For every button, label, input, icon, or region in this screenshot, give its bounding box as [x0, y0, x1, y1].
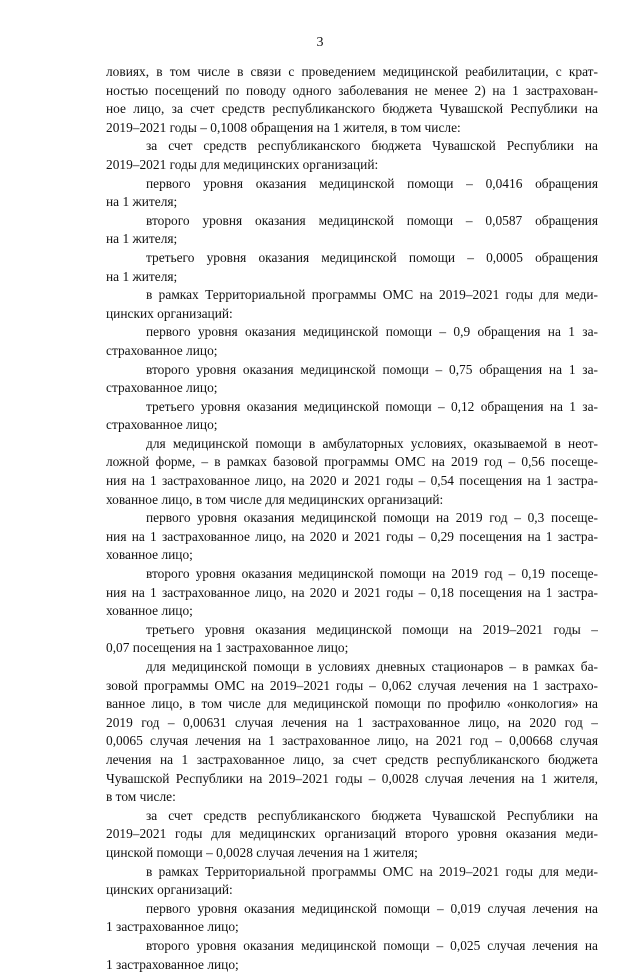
- text-line: ния на 1 застрахованное лицо, на 2020 и 2021 годы – 0,54 посещения на 1 застра-: [106, 472, 598, 491]
- text-line: на 1 жителя;: [106, 268, 598, 287]
- text-line: первого уровня оказания медицинской помощи – 0,0416 обращения: [106, 175, 598, 194]
- text-line: третьего уровня оказания медицинской помощи – 0,0005 обращения: [106, 249, 598, 268]
- text-line: 1 застрахованное лицо;: [106, 918, 598, 937]
- text-line: ложной форме, – в рамках базовой программы ОМС на 2019 год – 0,56 посеще-: [106, 453, 598, 472]
- text-line: второго уровня оказания медицинской помощи – 0,025 случая лечения на: [106, 937, 598, 956]
- text-line: для медицинской помощи в амбулаторных условиях, оказываемой в неот-: [106, 435, 598, 454]
- text-line: за счет средств республиканского бюджета Чувашской Республики на: [106, 807, 598, 826]
- text-line: страхованное лицо;: [106, 379, 598, 398]
- text-line: цинской помощи – 0,0028 случая лечения на 1 жителя;: [106, 844, 598, 863]
- text-line: третьего уровня оказания медицинской помощи – 0,12 обращения на 1 за-: [106, 398, 598, 417]
- document-body: [106, 63, 598, 974]
- text-line: ния на 1 застрахованное лицо, на 2020 и 2021 годы – 0,29 посещения на 1 застра-: [106, 528, 598, 547]
- text-line: 2019–2021 годы – 0,1008 обращения на 1 жителя, в том числе:: [106, 119, 598, 138]
- text-line: лечения на 1 застрахованное лицо, за счет средств республиканского бюджета: [106, 751, 598, 770]
- text-line: для медицинской помощи в условиях дневных стационаров – в рамках ба-: [106, 658, 598, 677]
- text-line: зовой программы ОМС на 2019–2021 годы – 0,062 случая лечения на 1 застрахо-: [106, 677, 598, 696]
- text-line: 1 застрахованное лицо;: [106, 956, 598, 974]
- text-line: ванное лицо, в том числе для медицинской помощи по профилю «онкология» на: [106, 695, 598, 714]
- text-line: Чувашской Республики на 2019–2021 годы – 0,0028 случая лечения на 1 жителя,: [106, 770, 598, 789]
- text-line: первого уровня оказания медицинской помощи на 2019 год – 0,3 посеще-: [106, 509, 598, 528]
- text-line: ное лицо, за счет средств республиканского бюджета Чувашской Республики на: [106, 100, 598, 119]
- text-line: цинских организаций:: [106, 881, 598, 900]
- text-line: страхованное лицо;: [106, 416, 598, 435]
- text-line: 2019–2021 годы для медицинских организаций:: [106, 156, 598, 175]
- text-line: на 1 жителя;: [106, 193, 598, 212]
- text-line: третьего уровня оказания медицинской помощи на 2019–2021 годы –: [106, 621, 598, 640]
- text-line: второго уровня оказания медицинской помощи – 0,75 обращения на 1 за-: [106, 361, 598, 380]
- text-line: в том числе:: [106, 788, 598, 807]
- text-line: хованное лицо, в том числе для медицинских организаций:: [106, 491, 598, 510]
- text-line: второго уровня оказания медицинской помощи на 2019 год – 0,19 посеще-: [106, 565, 598, 584]
- text-line: 2019 год – 0,00631 случая лечения на 1 застрахованное лицо, на 2020 год –: [106, 714, 598, 733]
- text-line: второго уровня оказания медицинской помощи – 0,0587 обращения: [106, 212, 598, 231]
- text-line: цинских организаций:: [106, 305, 598, 324]
- text-line: 0,0065 случая лечения на 1 застрахованное лицо, на 2021 год – 0,00668 случая: [106, 732, 598, 751]
- text-line: 0,07 посещения на 1 застрахованное лицо;: [106, 639, 598, 658]
- text-line: хованное лицо;: [106, 546, 598, 565]
- text-line: в рамках Территориальной программы ОМС на 2019–2021 годы для меди-: [106, 863, 598, 882]
- text-line: 2019–2021 годы для медицинских организаций второго уровня оказания меди-: [106, 825, 598, 844]
- text-line: первого уровня оказания медицинской помощи – 0,9 обращения на 1 за-: [106, 323, 598, 342]
- text-line: ностью посещений по поводу одного заболевания не менее 2) на 1 застрахован-: [106, 82, 598, 101]
- page-number: 3: [0, 35, 640, 51]
- text-line: страхованное лицо;: [106, 342, 598, 361]
- text-line: за счет средств республиканского бюджета Чувашской Республики на: [106, 137, 598, 156]
- text-line: на 1 жителя;: [106, 230, 598, 249]
- text-line: первого уровня оказания медицинской помощи – 0,019 случая лечения на: [106, 900, 598, 919]
- text-line: в рамках Территориальной программы ОМС на 2019–2021 годы для меди-: [106, 286, 598, 305]
- text-line: ния на 1 застрахованное лицо, на 2020 и 2021 годы – 0,18 посещения на 1 застра-: [106, 584, 598, 603]
- text-line: ловиях, в том числе в связи с проведением медицинской реабилитации, с крат-: [106, 63, 598, 82]
- text-line: хованное лицо;: [106, 602, 598, 621]
